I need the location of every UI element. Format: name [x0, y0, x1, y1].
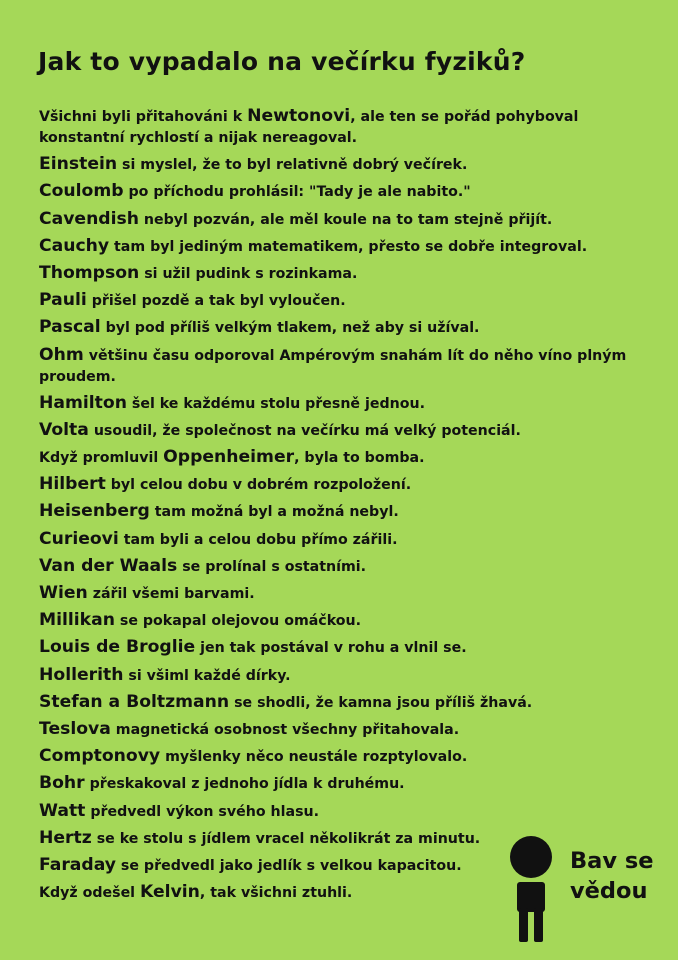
bav-se-vedou-logo — [508, 836, 668, 946]
person-head — [510, 836, 552, 878]
physicist-name: Bohr — [39, 773, 85, 794]
physicist-name: Pauli — [39, 290, 87, 311]
joke-text-before: Když odešel — [39, 885, 140, 902]
physicist-name: Coulomb — [39, 181, 124, 202]
joke-text-after: nebyl pozván, ale měl koule na to tam stejně přijít. — [138, 211, 553, 228]
joke-line — [39, 501, 649, 523]
joke-text-after: zářil všemi barvami. — [87, 586, 255, 602]
joke-text-after: po příchodu prohlásil: "Tady je ale nabito." — [123, 184, 471, 201]
physicist-name: Einstein — [39, 154, 118, 175]
joke-text-before: Když promluvil — [39, 450, 164, 467]
joke-list — [39, 106, 649, 909]
joke-text-after: si všiml každé dírky. — [123, 667, 291, 684]
joke-text-after: magnetická osobnost všechny přitahovala. — [110, 721, 460, 738]
person-leg-right — [534, 908, 543, 942]
physicist-name: Teslova — [39, 718, 111, 739]
joke-line — [39, 583, 649, 605]
physicist-name: Wien — [39, 583, 88, 603]
joke-text-after: se ke stolu s jídlem vracel několikrát za minutu. — [91, 830, 481, 847]
joke-text-after: se prolínal s ostatními. — [177, 558, 367, 575]
joke-line — [39, 556, 649, 578]
physicist-name: Louis de Broglie — [39, 637, 196, 658]
joke-line — [39, 209, 649, 231]
joke-text-after: tam možná byl a možná nebyl. — [149, 504, 399, 521]
physicist-name: Thompson — [39, 262, 140, 283]
physicist-name: Stefan a Boltzmann — [39, 691, 230, 712]
joke-line — [39, 692, 649, 714]
joke-line — [39, 345, 649, 388]
person-icon — [508, 836, 554, 942]
logo-text-line-1: Bav se — [570, 848, 654, 874]
joke-line — [39, 154, 649, 176]
joke-text-after: tam byl jediným matematikem, přesto se dobře integroval. — [109, 238, 588, 255]
joke-line — [39, 801, 649, 823]
person-torso — [517, 882, 545, 912]
joke-text-after: se shodli, že kamna jsou příliš žhavá. — [229, 694, 533, 711]
physicist-name: Faraday — [39, 854, 116, 875]
joke-line — [39, 236, 649, 258]
physicist-name: Kelvin — [140, 882, 200, 903]
joke-text-after: byl celou dobu v dobrém rozpoložení. — [105, 477, 412, 494]
joke-line — [39, 529, 649, 551]
joke-text-after: předvedl výkon svého hlasu. — [85, 803, 319, 820]
physicist-name: Hertz — [39, 827, 92, 848]
joke-text-after: většinu času odporoval Ampérovým snahám lít do něho víno plným proudem. — [39, 347, 627, 385]
joke-line — [39, 106, 649, 149]
joke-line — [39, 181, 649, 203]
joke-text-after: , byla to bomba. — [294, 450, 425, 467]
joke-text-after: přišel pozdě a tak byl vyloučen. — [86, 293, 346, 310]
joke-text-after: myšlenky něco neustále rozptylovalo. — [160, 749, 468, 766]
physicist-name: Cavendish — [39, 208, 139, 229]
joke-text-after: tam byli a celou dobu přímo zářili. — [118, 531, 398, 548]
joke-text-after: byl pod příliš velkým tlakem, než aby si užíval. — [100, 320, 480, 337]
physicist-name: Hollerith — [39, 664, 124, 685]
physicist-name: Newtonovi — [247, 106, 351, 126]
joke-text-after: se pokapal olejovou omáčkou. — [114, 613, 362, 630]
joke-text-after: , ale ten se pořád pohyboval konstantní rychlostí a nijak nereagoval. — [39, 109, 579, 146]
physicist-name: Millikan — [39, 610, 115, 631]
logo-text — [570, 846, 654, 906]
joke-line — [39, 719, 649, 741]
physicist-name: Heisenberg — [39, 501, 150, 522]
joke-text-before: Všichni byli přitahováni k — [39, 109, 248, 125]
page-title: Jak to vypadalo na večírku fyziků? — [38, 46, 526, 76]
joke-line — [39, 420, 649, 442]
joke-text-after: usoudil, že společnost na večírku má velký potenciál. — [88, 422, 521, 439]
physicist-name: Curieovi — [39, 528, 119, 549]
physicist-name: Hamilton — [39, 392, 127, 413]
physicist-name: Cauchy — [39, 235, 110, 256]
joke-line — [39, 393, 649, 415]
physicist-name: Van der Waals — [39, 555, 178, 576]
person-leg-left — [519, 908, 528, 942]
joke-line — [39, 474, 649, 496]
physicist-name: Watt — [39, 800, 86, 821]
logo-text-line-2: vědou — [570, 878, 648, 904]
joke-text-after: , tak všichni ztuhli. — [199, 885, 353, 902]
joke-text-after: přeskakoval z jednoho jídla k druhému. — [84, 776, 405, 793]
physicist-name: Hilbert — [39, 474, 106, 495]
joke-line — [39, 317, 649, 339]
joke-line — [39, 746, 649, 768]
joke-line — [39, 665, 649, 687]
joke-text-after: jen tak postával v rohu a vlnil se. — [195, 640, 467, 657]
joke-line — [39, 637, 649, 659]
joke-line — [39, 290, 649, 312]
joke-text-after: si myslel, že to byl relativně dobrý večírek. — [117, 157, 468, 174]
joke-line — [39, 610, 649, 632]
physicist-name: Oppenheimer — [163, 447, 295, 468]
physicist-name: Pascal — [39, 317, 101, 338]
joke-text-after: šel ke každému stolu přesně jednou. — [126, 395, 425, 412]
joke-line — [39, 773, 649, 795]
physicist-name: Comptonovy — [39, 746, 161, 767]
joke-line — [39, 447, 649, 469]
joke-text-after: se předvedl jako jedlík s velkou kapacitou. — [115, 857, 462, 874]
joke-text-after: si užil pudink s rozinkama. — [139, 265, 358, 282]
physicist-name: Volta — [39, 419, 89, 440]
physicist-name: Ohm — [39, 344, 84, 365]
joke-line — [39, 263, 649, 285]
